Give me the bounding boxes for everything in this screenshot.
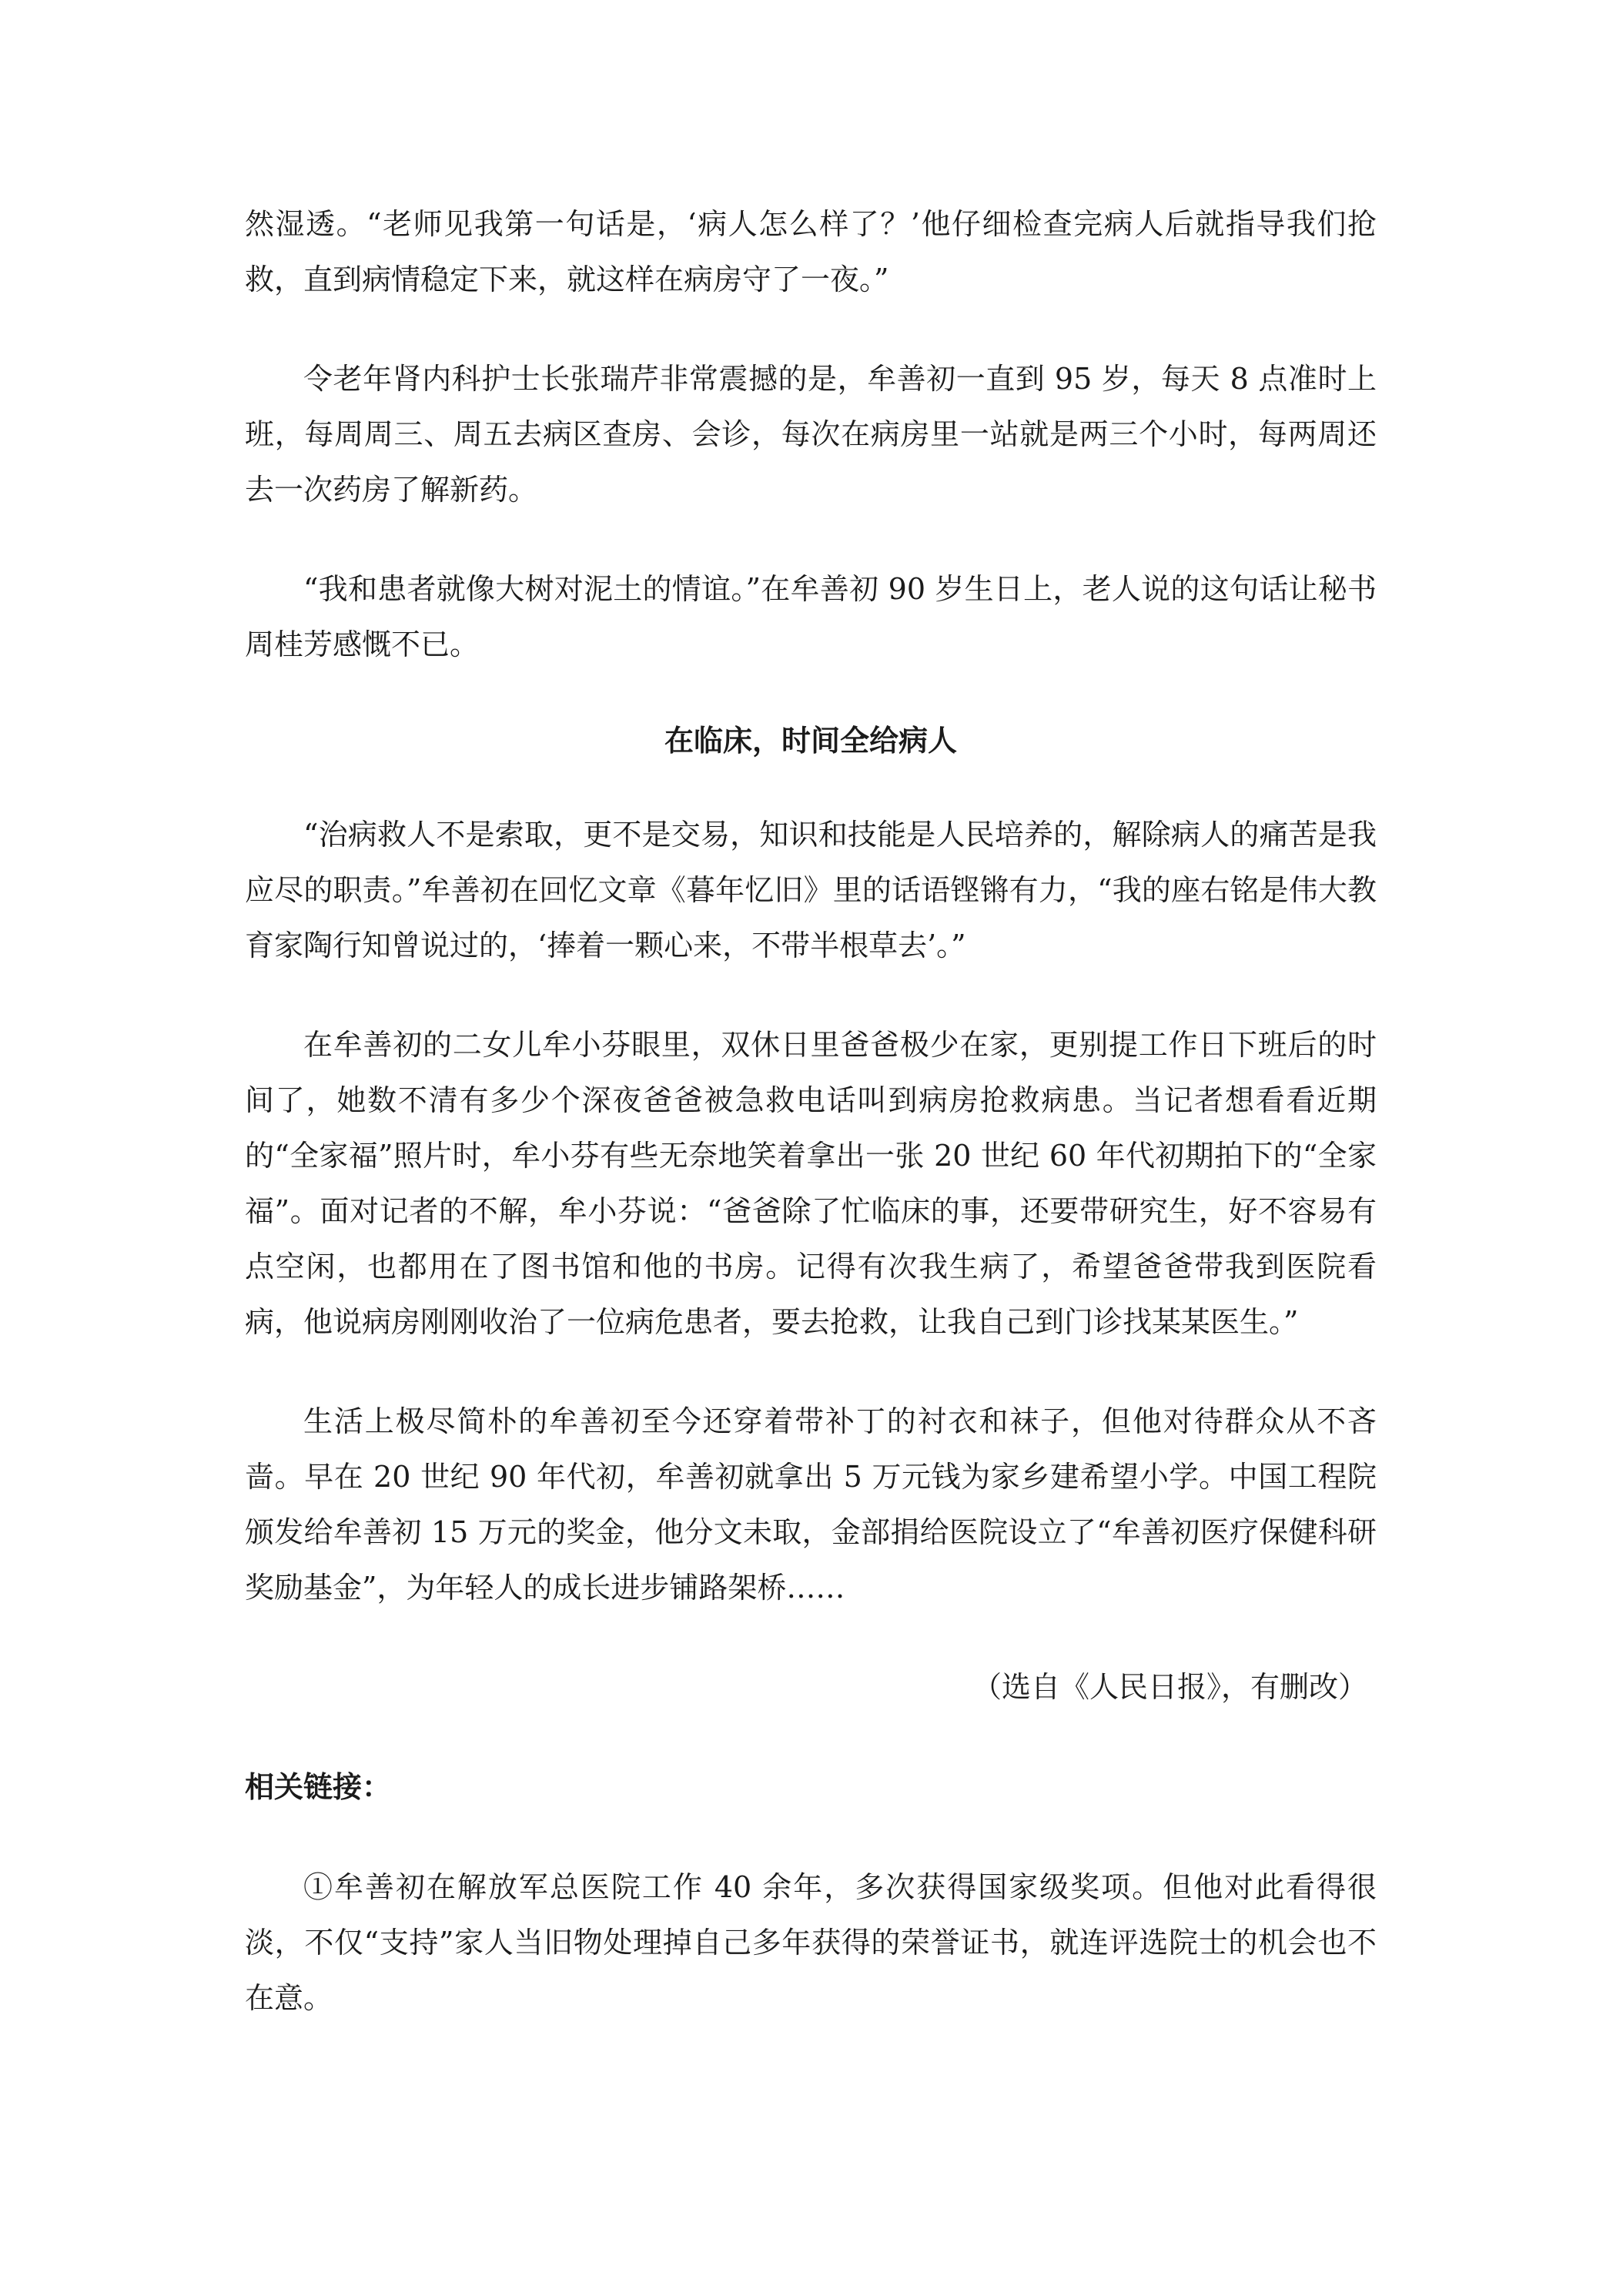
paragraph-frugal-life: 生活上极尽简朴的牟善初至今还穿着带补丁的衬衣和袜子，但他对待群众从不吝啬。早在 20 世纪 90 年代初，牟善初就拿出 5 万元钱为家乡建希望小学。中国工程院颁发给牟善初 15 万元的奖金，他分文未取，金部捐给医院设立了“牟善初医疗保健科研奖励基金”，为年轻人的成长进步铺路架桥…… [245, 1404, 1377, 1605]
paragraph-nurse-head: 令老年肾内科护士长张瑞芹非常震撼的是，牟善初一直到 95 岁，每天 8 点准时上班，每周周三、周五去病区查房、会诊，每次在病房里一站就是两三个小时，每两周还去一次药房了解新药。 [245, 362, 1377, 507]
paragraph-continued: 然湿透。“老师见我第一句话是，‘病人怎么样了？’他仔细检查完病人后就指导我们抢救，直到病情稳定下来，就这样在病房守了一夜。” [245, 207, 1377, 296]
related-links-label: 相关链接： [245, 1770, 392, 1804]
paragraph-motto: “治病救人不是索取，更不是交易，知识和技能是人民培养的，解除病人的痛苦是我应尽的职责。”牟善初在回忆文章《暮年忆旧》里的话语铿锵有力，“我的座右铭是伟大教育家陶行知曾说过的，‘捧着一颗心来，不带半根草去’。” [245, 818, 1377, 962]
paragraph-tree-and-soil: “我和患者就像大树对泥土的情谊。”在牟善初 90 岁生日上，老人说的这句话让秘书周桂芳感慨不已。 [245, 572, 1377, 661]
related-link-item: ①牟善初在解放军总医院工作 40 余年，多次获得国家级奖项。但他对此看得很淡，不仅“支持”家人当旧物处理掉自己多年获得的荣誉证书，就连评选院士的机会也不在意。 [245, 1870, 1377, 2015]
source-note: （选自《人民日报》，有删改） [972, 1670, 1367, 1704]
document-page [245, 196, 1377, 2070]
paragraph-daughter: 在牟善初的二女儿牟小芬眼里，双休日里爸爸极少在家，更别提工作日下班后的时间了，她数不清有多少个深夜爸爸被急救电话叫到病房抢救病患。当记者想看看近期的“全家福”照片时，牟小芬有些无奈地笑着拿出一张 20 世纪 60 年代初期拍下的“全家福”。面对记者的不解，牟小芬说：“爸爸除了忙临床的事，还要带研究生，好不容易有点空闲，也都用在了图书馆和他的书房。记得有次我生病了，希望爸爸带我到医院看病，他说病房刚刚收治了一位病危患者，要去抢救，让我自己到门诊找某某医生。” [245, 1028, 1377, 1339]
section-heading: 在临床，时间全给病人 [664, 724, 957, 758]
